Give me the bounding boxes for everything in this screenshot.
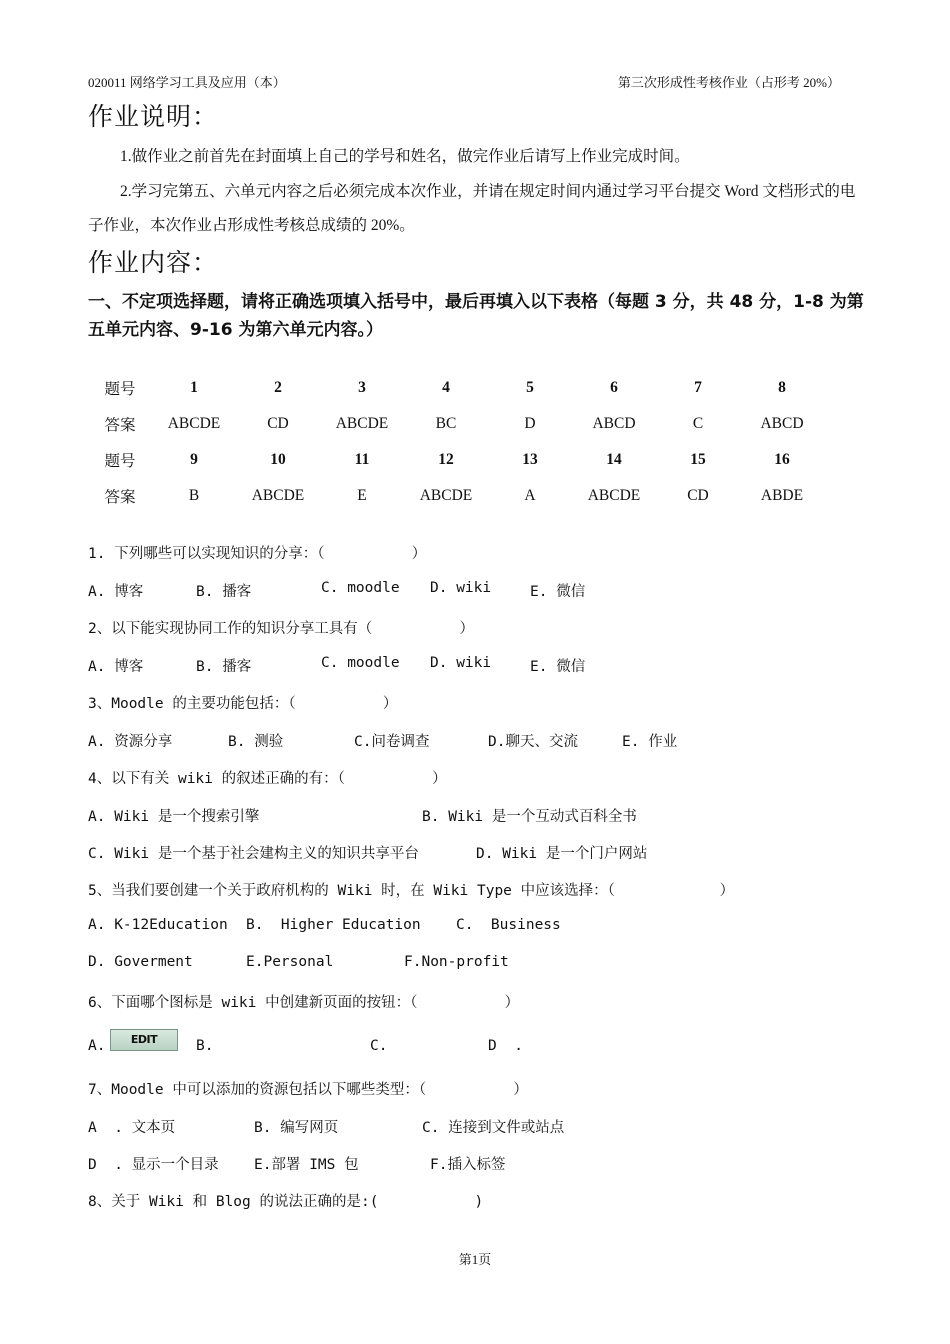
option: A. 资源分享 (88, 734, 173, 750)
question-7-options-row1 (88, 1116, 868, 1138)
table-cell: 10 (270, 451, 286, 468)
option: C. Business (456, 917, 561, 933)
instruction-1-text: 1.做作业之前首先在封面填上自己的学号和姓名，做完作业后请写上作业完成时间。 (120, 148, 690, 165)
table-cell: ABCD (760, 415, 804, 432)
question-5: 5、当我们要创建一个关于政府机构的 Wiki 时，在 Wiki Type 中应该选择：（ ） (88, 883, 735, 899)
question-3-options (88, 730, 868, 752)
option: D.聊天、交流 (488, 734, 578, 750)
option: E. 微信 (530, 584, 586, 600)
option: B. 编写网页 (254, 1120, 339, 1136)
table-cell: ABCD (592, 415, 636, 432)
option: D . 显示一个目录 (88, 1157, 219, 1173)
option: B. 测验 (228, 734, 284, 750)
page-number: 第1页 (458, 1252, 492, 1267)
question-6: 6、下面哪个图标是 wiki 中创建新页面的按钮：（ ） (88, 995, 520, 1011)
question-4-options-row2 (88, 842, 868, 864)
num-label: 题号 (104, 453, 136, 470)
table-row (88, 406, 824, 442)
table-cell: 1 (190, 379, 198, 396)
question-7-options-row2 (88, 1153, 868, 1175)
question-1: 1. 下列哪些可以实现知识的分享：（ ） (88, 546, 427, 562)
question-1-options (88, 580, 868, 602)
question-2: 2、以下能实现协同工作的知识分享工具有（ ） (88, 621, 475, 637)
option: A. K-12Education (88, 917, 228, 933)
option: A. 博客 (88, 659, 144, 675)
table-cell: ABCDE (167, 415, 221, 432)
option: D. wiki (430, 580, 492, 596)
edit-icon: EDIT (110, 1029, 178, 1051)
question-8: 8、关于 Wiki 和 Blog 的说法正确的是:( ) (88, 1194, 484, 1210)
option: C. (370, 1038, 388, 1054)
table-cell: 13 (522, 451, 538, 468)
option: C. 连接到文件或站点 (422, 1120, 565, 1136)
table-cell: E (357, 487, 367, 504)
table-cell: A (524, 487, 536, 504)
question-5-options-row1 (88, 917, 868, 939)
option: C. moodle (321, 580, 400, 596)
section-1-heading: 一、不定项选择题，请将正确选项填入括号中，最后再填入以下表格（每题 3 分，共 48 分，1-8 为第五单元内容、9-16 为第六单元内容。） (88, 292, 864, 340)
table-cell: ABCDE (251, 487, 305, 504)
header-course: 020011 网络学习工具及应用（本） (88, 75, 286, 90)
table-cell: C (692, 415, 704, 432)
option: B. 播客 (196, 584, 252, 600)
question-2-options (88, 655, 868, 677)
option: A. Wiki 是一个搜索引擎 (88, 809, 260, 825)
table-cell: 9 (190, 451, 198, 468)
option: E.部署 IMS 包 (254, 1157, 359, 1173)
option: F.插入标签 (430, 1157, 506, 1173)
option: D. wiki (430, 655, 492, 671)
instruction-2-text: 2.学习完第五、六单元内容之后必须完成本次作业，并请在规定时间内通过学习平台提交 Word 文档形式的电子作业，本次作业占形成性考核总成绩的 20%。 (88, 183, 856, 234)
table-cell: ABCDE (335, 415, 389, 432)
option: D. Goverment (88, 954, 193, 970)
table-cell: B (188, 487, 200, 504)
ans-label: 答案 (104, 417, 136, 434)
option: C. Wiki 是一个基于社会建构主义的知识共享平台 (88, 846, 419, 862)
table-row (88, 370, 824, 406)
table-row (88, 442, 824, 478)
table-row (88, 478, 824, 514)
question-3: 3、Moodle 的主要功能包括：（ ） (88, 696, 398, 712)
table-cell: 16 (774, 451, 790, 468)
option: C.问卷调查 (354, 734, 430, 750)
table-cell: 6 (610, 379, 618, 396)
option: D. Wiki 是一个门户网站 (476, 846, 648, 862)
question-7: 7、Moodle 中可以添加的资源包括以下哪些类型：（ ） (88, 1082, 528, 1098)
option: A. 博客 (88, 584, 144, 600)
option: E. 微信 (530, 659, 586, 675)
table-cell: BC (435, 415, 457, 432)
instruction-2 (88, 175, 858, 243)
table-cell: 3 (358, 379, 366, 396)
option: B. (196, 1038, 214, 1054)
question-6-options (88, 1038, 868, 1060)
question-4: 4、以下有关 wiki 的叙述正确的有：（ ） (88, 771, 447, 787)
table-cell: 12 (438, 451, 454, 468)
header-assignment: 第三次形成性考核作业（占形考 20%） (617, 75, 840, 90)
option: C. moodle (321, 655, 400, 671)
table-cell: 11 (354, 451, 370, 468)
instruction-1 (88, 140, 858, 174)
option: A . 文本页 (88, 1120, 176, 1136)
table-cell: 7 (694, 379, 702, 396)
table-cell: 2 (274, 379, 282, 396)
table-cell: ABCDE (419, 487, 473, 504)
table-cell: 5 (526, 379, 534, 396)
table-cell: ABCDE (587, 487, 641, 504)
table-cell: 14 (606, 451, 622, 468)
option: E. 作业 (622, 734, 678, 750)
table-cell: CD (267, 415, 289, 432)
option: B. 播客 (196, 659, 252, 675)
instructions-title: 作业说明： (88, 102, 219, 131)
option: B. Wiki 是一个互动式百科全书 (422, 809, 637, 825)
table-cell: CD (687, 487, 709, 504)
table-cell: D (524, 415, 536, 432)
ans-label: 答案 (104, 489, 136, 506)
answer-table (88, 370, 824, 514)
table-cell: ABDE (760, 487, 804, 504)
option: A. (88, 1038, 106, 1054)
num-label: 题号 (104, 381, 136, 398)
option: F.Non-profit (404, 954, 509, 970)
content-title: 作业内容： (88, 248, 219, 277)
option: D . (488, 1038, 523, 1054)
table-cell: 8 (778, 379, 786, 396)
question-4-options-row1 (88, 805, 868, 827)
question-5-options-row2 (88, 954, 868, 976)
table-cell: 4 (442, 379, 450, 396)
option: E.Personal (246, 954, 334, 970)
table-cell: 15 (690, 451, 706, 468)
option: B. Higher Education (246, 917, 421, 933)
